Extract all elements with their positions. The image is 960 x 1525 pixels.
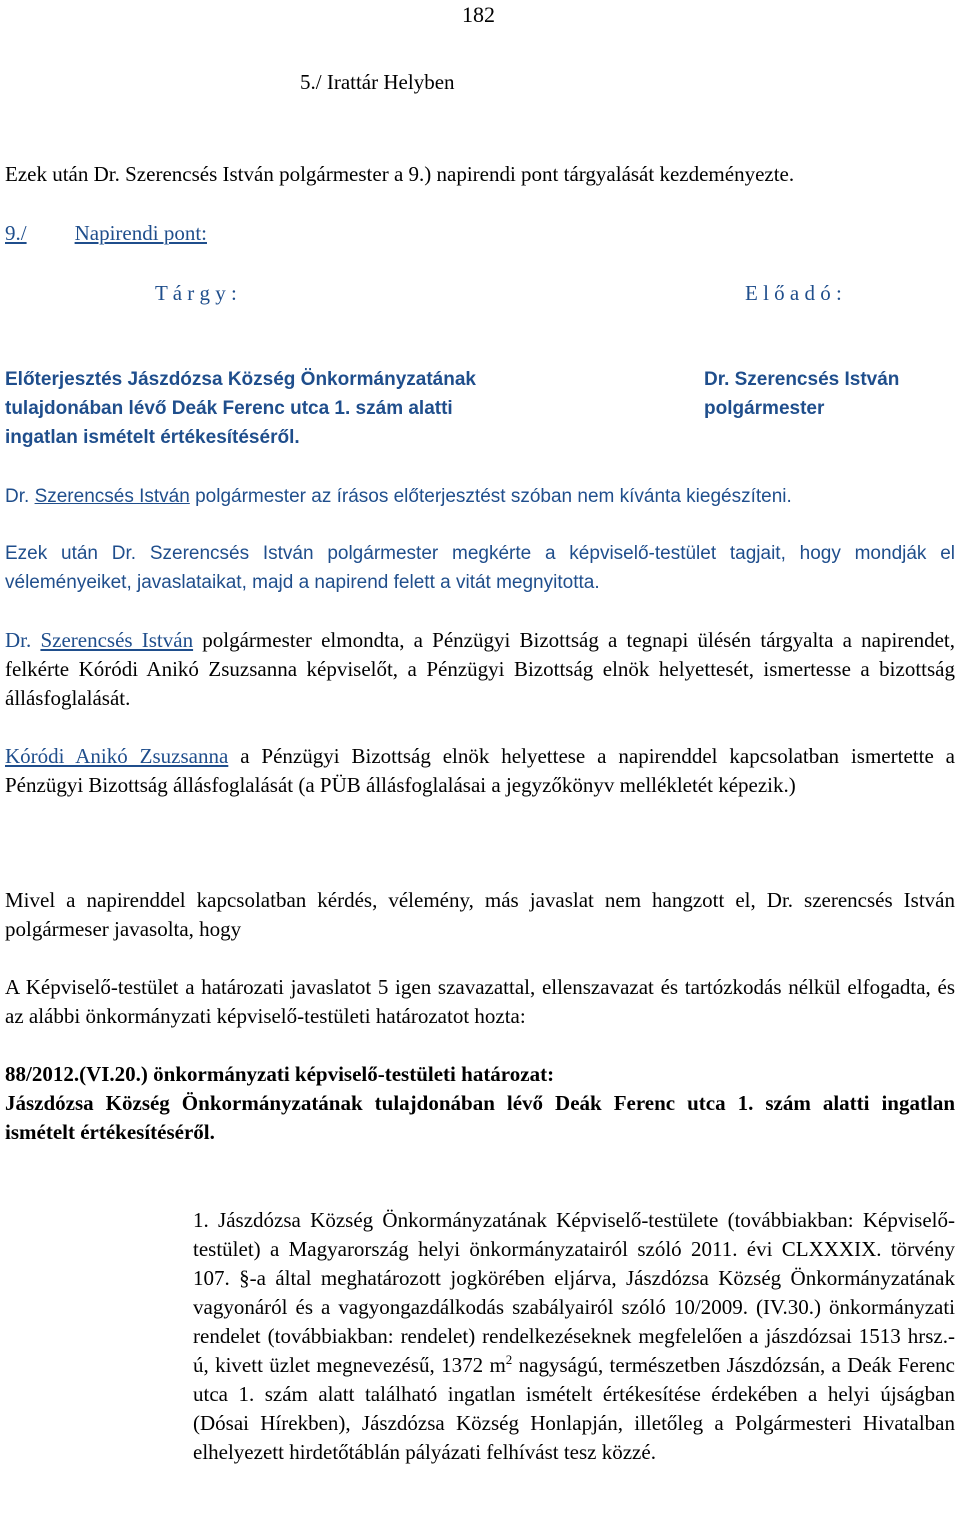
p1-prefix: Dr. (5, 486, 35, 507)
p3-prefix: Dr. (5, 628, 41, 652)
resolution-item-1 (193, 1206, 955, 1467)
paragraph-3 (5, 626, 955, 713)
item-line: 5./ Irattár Helyben (300, 70, 455, 94)
paragraph-1 (5, 482, 955, 511)
agenda-subject-line: tulajdonában lévő Deák Ferenc utca 1. szám alatti (5, 398, 453, 419)
paragraph-5: Mivel a napirenddel kapcsolatban kérdés, vélemény, más javaslat nem hangzott el, Dr. szerencsés István polgármeser javasolta, hogy (5, 888, 955, 941)
intro-paragraph: Ezek után Dr. Szerencsés István polgármester a 9.) napirendi pont tárgyalását kezdeményezte. (5, 162, 795, 186)
p3-rest: polgármester elmondta, a Pénzügyi Bizottság a tegnapi ülésén tárgyalta a napirendet, felkérte Kóródi Anikó Zsuzsanna képviselőt, a Pénzügyi Bizottság elnök helyettesét, ismertesse a bizottság állásfoglalását. (5, 628, 956, 710)
paragraph-2: Ezek után Dr. Szerencsés István polgármester megkérte a képviselő-testület tagjait, hogy mondják el véleményeiket, javaslataikat, majd a napirend felett a vitát megnyitotta. (5, 543, 955, 593)
agenda-presenter-line: Dr. Szerencsés István (704, 369, 900, 390)
p1-rest: polgármester az írásos előterjesztést szóban nem kívánta kiegészíteni. (189, 486, 792, 507)
agenda-number: 9./ (5, 221, 27, 245)
p4-name: Kóródi Anikó Zsuzsanna (5, 744, 229, 768)
paragraph-6: A Képviselő-testület a határozati javaslatot 5 igen szavazattal, ellenszavazat és tartózkodás nélkül elfogadta, és az alábbi önkormányzati képviselő-testületi határozatot hozta: (5, 975, 955, 1028)
agenda-presenter-line: polgármester (704, 398, 825, 419)
presenter-label: E l ő a d ó : (745, 281, 842, 305)
item1-superscript: 2 (505, 1352, 513, 1367)
resolution-subject: Jászdózsa Község Önkormányzatának tulajdonában lévő Deák Ferenc utca 1. szám alatti ingatlan ismételt értékesítéséről. (5, 1091, 955, 1144)
subject-label: T á r g y : (155, 281, 237, 305)
item1-text-b: nagyságú, természetben Jászdózsán, a Deák Ferenc utca 1. szám alatt található ingatlan ismételt értékesítése érdekében a helyi újságban (Dósai Hírekben), Jászdózsa Község Honlapján, illetőleg a Polgármesteri Hivatalban elhelyezett hirdetőtáblán pályázati felhívást tesz közzé. (193, 1353, 955, 1464)
p3-name: Szerencsés István (40, 628, 194, 652)
paragraph-4 (5, 742, 955, 800)
agenda-subject-line: Előterjesztés Jászdózsa Község Önkormányzatának (5, 369, 476, 390)
agenda-label: Napirendi pont: (74, 221, 207, 245)
p1-name: Szerencsés István (34, 486, 190, 507)
agenda-subject-line: ingatlan ismételt értékesítéséről. (5, 427, 300, 448)
agenda-subject (5, 365, 605, 452)
item1-text-a: 1. Jászdózsa Község Önkormányzatának Képviselő-testülete (továbbiakban: Képviselő-testület) a Magyarország helyi önkormányzatairól szóló 2011. évi CLXXXIX. törvény 107. §-a által meghatározott jogkörében eljárva, Jászdózsa Község Önkormányzatának vagyonáról és a vagyongazdálkodás szabályairól szóló 10/2009. (IV.30.) önkormányzati rendelet (továbbiakban: rendelet) rendelkezéseknek megfelelően a jászdózsai 1513 hrsz.-ú, kivett üzlet megnevezésű, 1372 m (193, 1208, 955, 1377)
resolution-title: 88/2012.(VI.20.) önkormányzati képviselő-testületi határozat: (5, 1062, 555, 1086)
agenda-presenter (704, 365, 954, 423)
p4-rest: a Pénzügyi Bizottság elnök helyettese a napirenddel kapcsolatban ismertette a Pénzügyi Bizottság állásfoglalását (a PÜB állásfoglalásai a jegyzőkönyv mellékletét képezik.) (5, 744, 955, 797)
page-number: 182 (462, 2, 495, 27)
agenda-heading (5, 219, 207, 248)
